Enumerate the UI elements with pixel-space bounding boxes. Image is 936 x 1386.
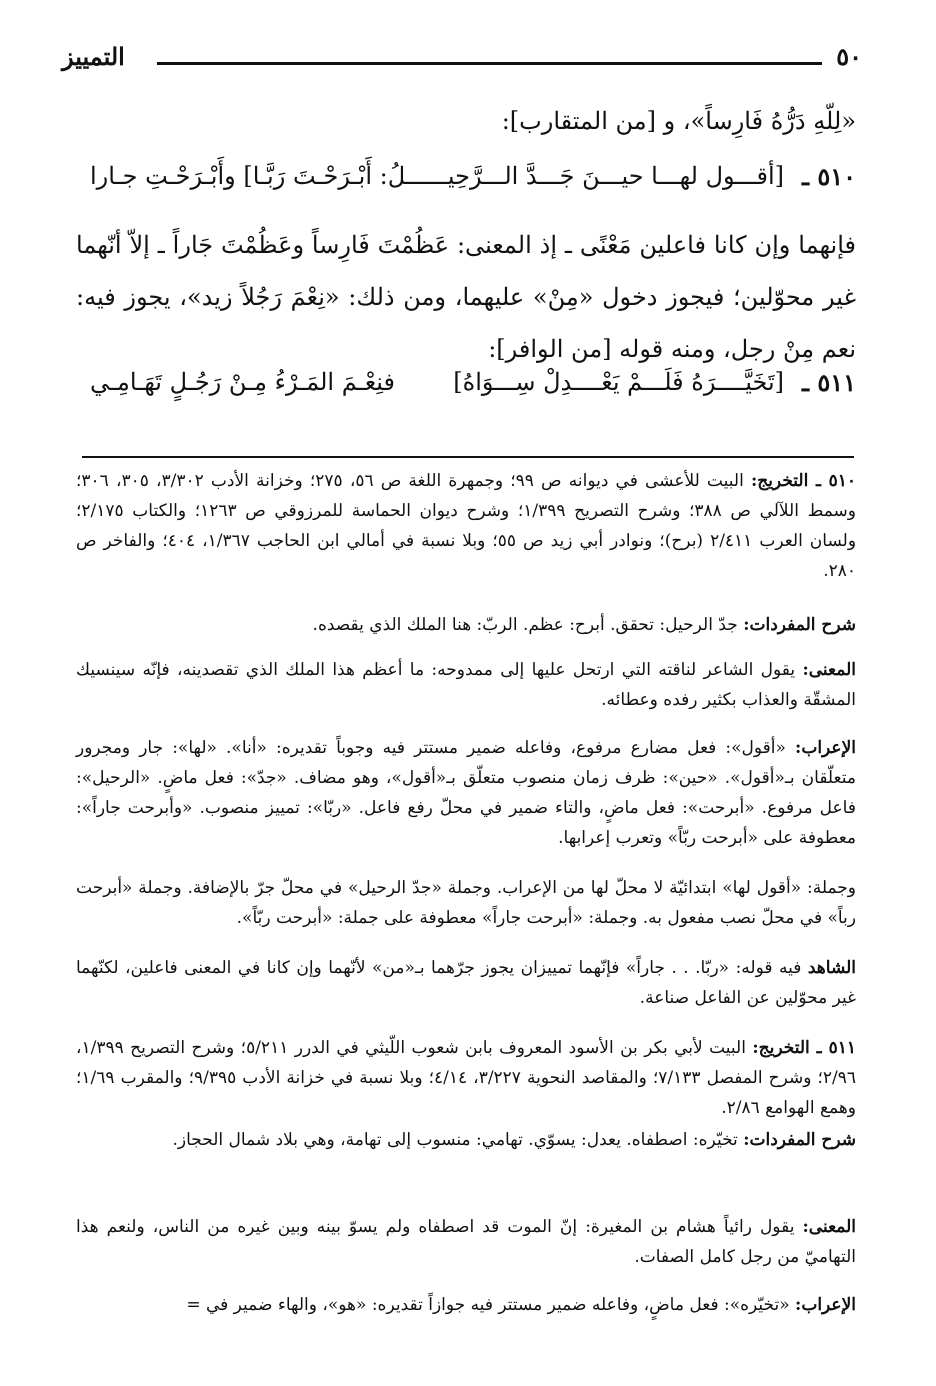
body-paragraph: فإنهما وإن كانا فاعلين مَعْنًى ـ إذ المعنى: عَظُمْتَ فَارِساً وعَظُمْتَ جَاراً ـ إلاّ أنّهما غير محوّلين؛ فيجوز دخول «مِنْ» عليهما، ومن ذلك: «نِعْمَ رَجُلاً زيد»، يجوز فيه: نعم مِنْ رجل، ومنه قوله [من الوافر]:: [76, 231, 856, 363]
page-header: [62, 42, 862, 82]
footnote-label: الإعراب:: [795, 1295, 856, 1315]
footnote-511-maana: [76, 1212, 856, 1272]
footnote-text: يقول رائياً هشام بن المغيرة: إنّ الموت قد اصطفاه ولم يسوّ بينه وبين غيره من الناس، ولنعم هذا التهاميّ من رجل كامل الصفات.: [76, 1217, 856, 1267]
footnote-label: الإعراب:: [795, 738, 856, 758]
footnote-510-shahid: [76, 953, 856, 1013]
footnote-label: المعنى:: [802, 660, 856, 680]
verse-first-hemistich: [تَخَيَّــــرَهُ فَلَـــمْ يَعْــــدِلْ سِـــوَاهُ]: [453, 368, 784, 396]
header-rule: [157, 62, 822, 65]
footnote-511-takhrij: [76, 1033, 856, 1123]
footnote-text: تخيّره: اصطفاه. يعدل: يسوّي. تهامي: منسوب إلى تهامة، وهي بلاد شمال الحجاز.: [172, 1130, 738, 1150]
verse-number: ٥١٠ ـ: [801, 162, 856, 191]
verse-second-hemistich: ــلُ: أَبْـرَحْـتَ رَبَّـا] وأَبْـرَحْـتِ جـارا: [90, 162, 420, 190]
footnote-text: «أقول»: فعل مضارع مرفوع، وفاعله ضمير مستتر فيه وجوباً تقديره: «أنا». «لها»: جار ومجرور متعلّقان بـ«أقول». «حين»: ظرف زمان منصوب متعلّق بـ«أقول»، وهو مضاف. «جدّ»: فعل ماضٍ. «الرحيل»: فاعل مرفوع. «أبرحت»: فعل ماضٍ، والتاء ضمير في محلّ رفع فاعل. «ربّا»: تمييز منصوب. «وأبرحت جاراً»: معطوفة على «أبرحت ربّاً» وتعرب إعرابها.: [76, 738, 856, 848]
footnote-text: البيت لأبي بكر بن الأسود المعروف بابن شعوب اللّيثي في الدرر ٥/٢١١؛ وشرح التصريح ١/٣٩٩، ٢/٩٦؛ وشرح المفصل ٧/١٣٣؛ والمقاصد النحوية ٣/٢٢٧، ٤/١٤؛ وبلا نسبة في خزانة الأدب ٩/٣٩٥؛ والمقرب ١/٦٩؛ وهمع الهوامع ٢/٨٦.: [76, 1038, 857, 1118]
verse-511: [90, 368, 856, 404]
footnote-label: شرح المفردات:: [743, 615, 856, 635]
footnote-text: جدّ الرحيل: تحقق. أبرح: عظم. الربّ: هنا الملك الذي يقصده.: [312, 615, 738, 635]
footnote-label: المعنى:: [802, 1217, 857, 1237]
footnote-label: ٥١١ ـ التخريج:: [752, 1038, 856, 1058]
page-number: ٥٠: [836, 42, 862, 71]
footnote-511-mufradat: [76, 1125, 856, 1155]
intro-line: «لِلّهِ دَرُّهُ فَارِساً»، و [من المتقارب]:: [501, 107, 856, 135]
verse-first-hemistich: [أقـــول لهـــا حيـــنَ جَـــدَّ الـــرَّحِيــــ: [419, 162, 784, 190]
footnote-text: فيه قوله: «ربّا. . . جاراً» فإنّهما تمييزان يجوز جرّهما بـ«من» لأنّهما وإن كانا في المعنى فاعلين، لكنّهما غير محوّلين عن الفاعل صناعة.: [76, 958, 856, 1008]
footnote-510-takhrij: [76, 466, 856, 586]
footnote-label: شرح المفردات:: [743, 1130, 856, 1150]
footnote-510-jumla: [76, 873, 856, 933]
footnote-text: وجملة: «أقول لها» ابتدائيّة لا محلّ لها من الإعراب. وجملة «جدّ الرحيل» في محلّ جرّ بالإضافة. وجملة «أبرحت رباً» في محلّ نصب مفعول به. وجملة: «أبرحت جاراً» معطوفة على جملة: «أبرحت ربّاً».: [76, 878, 856, 928]
footnote-separator: [82, 456, 854, 458]
verse-number: ٥١١ ـ: [801, 368, 856, 397]
verse-second-hemistich: فنِعْـمَ المَـرْءُ مِـنْ رَجُـلٍ تَهَـامِـي: [90, 368, 395, 396]
footnote-510-irab: [76, 733, 856, 853]
chapter-title: التمييز: [62, 42, 125, 71]
footnote-label: الشاهد: [807, 958, 857, 978]
footnote-text: يقول الشاعر لناقته التي ارتحل عليها إلى ممدوحه: ما أعظم هذا الملك الذي تقصدينه، فإنّه سينسيك المشقّة والعذاب بكثير رفده وعطائه.: [76, 660, 856, 710]
footnote-label: ٥١٠ ـ التخريج:: [750, 471, 857, 491]
footnote-510-maana: [76, 655, 856, 715]
footnote-text: «تخيّره»: فعل ماضٍ، وفاعله ضمير مستتر فيه جوازاً تقديره: «هو»، والهاء ضمير في =: [186, 1295, 790, 1315]
footnote-510-mufradat: [76, 610, 856, 640]
verse-510: [90, 162, 856, 198]
footnote-text: البيت للأعشى في ديوانه ص ٩٩؛ وجمهرة اللغة ص ٥٦، ٢٧٥؛ وخزانة الأدب ٣/٣٠٢، ٣٠٥، ٣٠٦؛ وسمط اللآلي ص ٣٨٨؛ وشرح التصريح ١/٣٩٩؛ وشرح ديوان الحماسة للمرزوقي ص ١٢٦٣؛ والكتاب ٢/١٧٥؛ ولسان العرب ٢/٤١١ (برح)؛ ونوادر أبي زيد ص ٥٥؛ وبلا نسبة في أمالي ابن الحاجب ١/٣٦٧، ٤٠٤؛ والفاخر ص ٢٨٠.: [76, 471, 857, 581]
footnote-511-irab: [76, 1290, 856, 1320]
